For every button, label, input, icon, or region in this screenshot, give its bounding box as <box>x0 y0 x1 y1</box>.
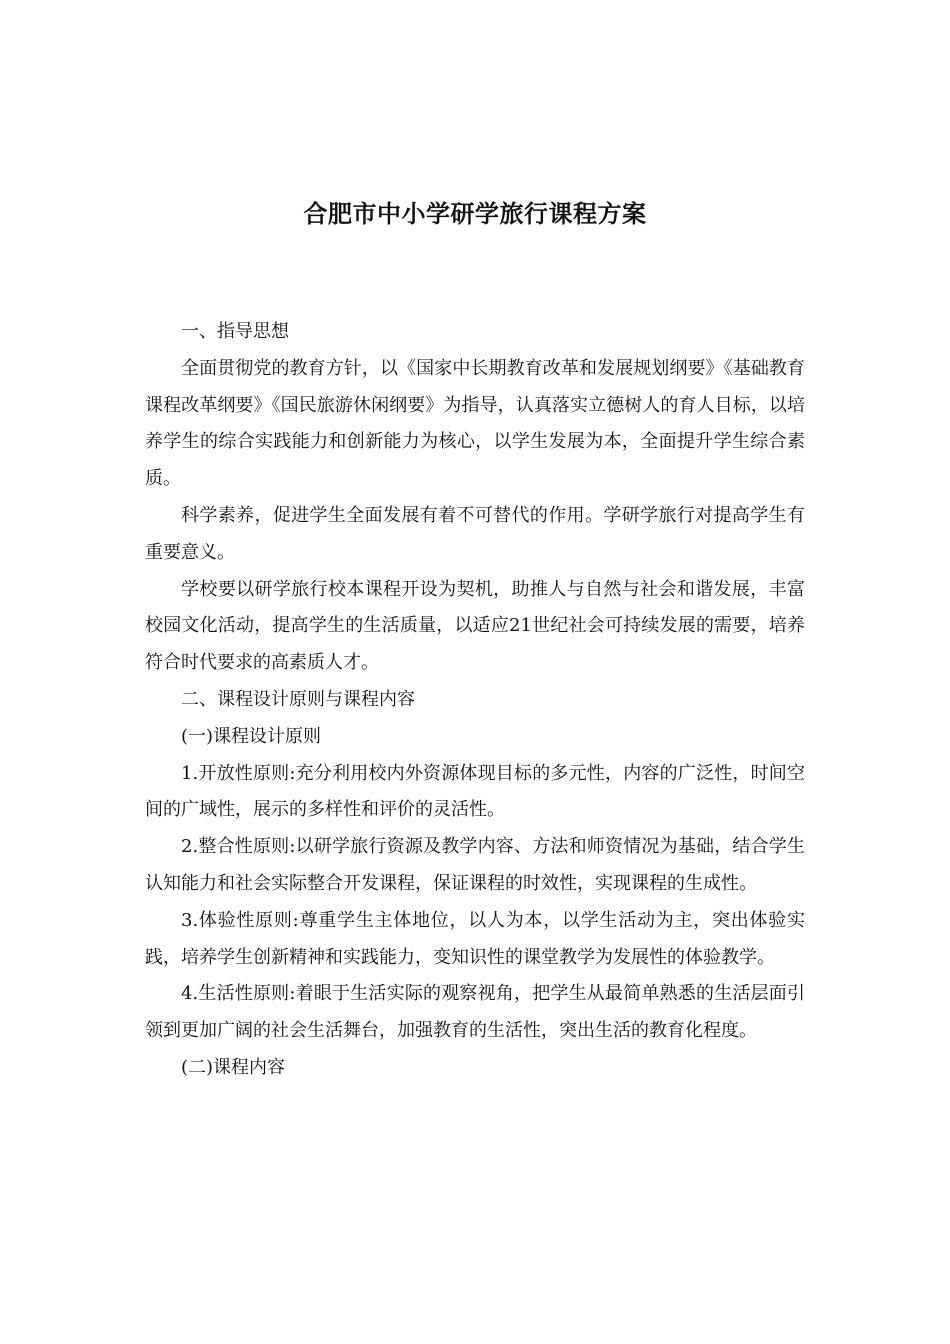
paragraph-principle-openness: 1.开放性原则:充分利用校内外资源体现目标的多元性，内容的广泛性，时间空间的广域性，展示的多样性和评价的灵活性。 <box>145 762 805 821</box>
subsection-heading-design-principles: (一)课程设计原则 <box>181 725 322 747</box>
paragraph: 学校要以研学旅行校本课程开设为契机，助推人与自然与社会和谐发展，丰富校园文化活动，提高学生的生活质量，以适应21世纪社会可持续发展的需要，培养符合时代要求的高素质人才。 <box>145 578 805 674</box>
section-heading-guiding-ideology: 一、指导思想 <box>181 321 289 342</box>
subsection-heading-course-content: (二)课程内容 <box>181 1056 286 1078</box>
document-body <box>145 314 805 1087</box>
paragraph-principle-life: 4.生活性原则:着眼于生活实际的观察视角，把学生从最简单熟悉的生活层面引领到更加广阔的社会生活舞台，加强教育的生活性，突出生活的教育化程度。 <box>145 983 805 1042</box>
section-heading-course-design: 二、课程设计原则与课程内容 <box>181 688 415 710</box>
paragraph-principle-experience: 3.体验性原则:尊重学生主体地位，以人为本，以学生活动为主，突出体验实践，培养学生创新精神和实践能力，变知识性的课堂教学为发展性的体验教学。 <box>145 909 805 968</box>
paragraph: 科学素养，促进学生全面发展有着不可替代的作用。学研学旅行对提高学生有重要意义。 <box>145 504 805 563</box>
paragraph-principle-integration: 2.整合性原则:以研学旅行资源及教学内容、方法和师资情况为基础，结合学生认知能力和社会实际整合开发课程，保证课程的时效性，实现课程的生成性。 <box>145 836 805 894</box>
document-title: 合肥市中小学研学旅行课程方案 <box>303 200 647 228</box>
paragraph: 全面贯彻党的教育方针，以《国家中长期教育改革和发展规划纲要》《基础教育课程改革纲要》《国民旅游休闲纲要》为指导，认真落实立德树人的育人目标，以培养学生的综合实践能力和创新能力为核心，以学生发展为本，全面提升学生综合素质。 <box>145 357 805 490</box>
